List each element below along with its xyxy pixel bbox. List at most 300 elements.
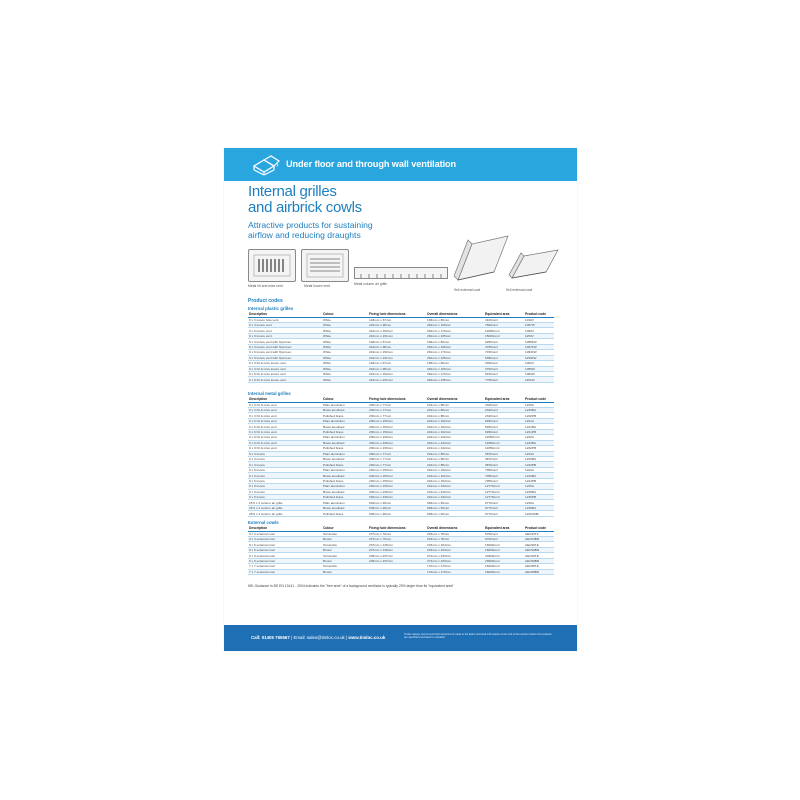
table-cell: Polished brass xyxy=(322,446,368,451)
table-cell: 9 x 6 hit & miss vent xyxy=(248,418,322,423)
table-cell: 23960mm² xyxy=(484,553,524,558)
table-cell: 9 x 9 louvre vent with flyscreen xyxy=(248,355,322,360)
table-cell: 9 x 3 louvre vent with flyscreen xyxy=(248,344,322,349)
table-cell: AEC99BR xyxy=(524,558,554,563)
product-label: Metal hit and miss vent xyxy=(248,284,283,288)
table-row xyxy=(248,511,554,516)
datasheet-page xyxy=(224,148,577,651)
table-cell: Brass anodised xyxy=(322,440,368,445)
table-cell: 7 x 7 external cowl xyxy=(248,564,322,569)
website: www.timloc.co.uk xyxy=(348,635,386,640)
table-cell: 1058FW xyxy=(524,339,554,344)
table-cell: 9 x 9 louvre vent xyxy=(248,333,322,338)
header-banner xyxy=(224,148,577,181)
table-cell: 230mm x 77mm xyxy=(368,413,426,418)
table-cell: 242mm x 162mm xyxy=(426,473,484,478)
table-cell: 7 x 7 external cowl xyxy=(248,569,322,574)
table-cell: 3870mm² xyxy=(484,456,524,461)
table-cell: 3870mm² xyxy=(484,451,524,456)
table-cell: 9 x 3 louvre xyxy=(248,462,322,467)
table-cell: Plain aluminium xyxy=(322,402,368,407)
table-cell: 1220BA xyxy=(524,408,554,413)
table-cell: 12770mm² xyxy=(484,489,524,494)
table-cell: 9 x 3 hit & miss louvre vent xyxy=(248,366,322,371)
table-cell: 9 x 9 hit & miss louvre vent xyxy=(248,377,322,382)
table-cell: 242mm x 242mm xyxy=(426,489,484,494)
table-cell: 230mm x 230mm xyxy=(368,489,426,494)
table-cell: 262mm x 106mm xyxy=(426,366,484,371)
table-cell xyxy=(368,569,426,574)
table-cell: 9 x 3 louvre vent xyxy=(248,323,322,328)
table-cell: 1220A xyxy=(524,402,554,407)
table-cell: 9 x 3 louvre hole vent xyxy=(248,317,322,322)
table-cell: 242mm x 98mm xyxy=(368,323,426,328)
table-cell: 9770mm² xyxy=(484,511,524,516)
table-cell: 262mm x 235mm xyxy=(426,333,484,338)
table-cell: AEC88TE xyxy=(524,564,554,569)
table-cell: 9 x 3 external cowl xyxy=(248,531,322,536)
table-cell: 636mm x 48mm xyxy=(368,505,426,510)
table-cell: Brown xyxy=(322,547,368,552)
table-cell: White xyxy=(322,361,368,366)
table-cell: AEC93TF xyxy=(524,531,554,536)
table-cell: 242mm x 242mm xyxy=(426,484,484,489)
table-cell: 12770mm² xyxy=(484,484,524,489)
table-cell: Plain aluminium xyxy=(322,500,368,505)
email-address: Email: sales@timloc.co.uk xyxy=(293,635,345,640)
table-cell: 9 x 6 louvre xyxy=(248,478,322,483)
column-header: Equivalent area xyxy=(484,312,524,317)
table-cell: White xyxy=(322,317,368,322)
table-cell: 9 x 3 hit & miss vent xyxy=(248,402,322,407)
table-cell: 636mm x 48mm xyxy=(368,511,426,516)
table-cell: 242mm x 242mm xyxy=(426,495,484,500)
table-cell: 6150mm² xyxy=(484,371,524,376)
table-cell: 25.5 x 3 column air grille xyxy=(248,505,322,510)
table-cell: 16000mm² xyxy=(484,547,524,552)
table-cell: 233mm x 164mm xyxy=(426,547,484,552)
table-cell: 11050mm² xyxy=(484,446,524,451)
table-cell: 262mm x 235mm xyxy=(426,355,484,360)
table-cell: 242mm x 231mm xyxy=(368,355,426,360)
table-cell: 3700mm² xyxy=(484,366,524,371)
table-cell: 242mm x 231mm xyxy=(368,333,426,338)
table-cell: 7956mm² xyxy=(484,473,524,478)
table-cell: 636mm x 48mm xyxy=(368,500,426,505)
table-cell: 9 x 6 hit & miss vent xyxy=(248,424,322,429)
table-cell: Polished brass xyxy=(322,478,368,483)
table-cell: 168mm x 80mm xyxy=(426,361,484,366)
column-header: Colour xyxy=(322,526,368,531)
table-cell: 237mm x 136mm xyxy=(368,542,426,547)
table-cell: 1220PB xyxy=(524,413,554,418)
table-cell: 230mm x 150mm xyxy=(368,418,426,423)
footer-bar xyxy=(224,625,577,651)
table-cell: 1161W xyxy=(524,377,554,382)
table-cell: AEC93BR xyxy=(524,537,554,542)
table-cell: Plain aluminium xyxy=(322,451,368,456)
table-cell: 237mm x 76mm xyxy=(368,531,426,536)
table-cell: 9 x 9 louvre xyxy=(248,484,322,489)
table-cell: 4100mm² xyxy=(484,317,524,322)
table-cell: 1153FW xyxy=(524,355,554,360)
table-cell: Plain aluminium xyxy=(322,418,368,423)
column-header: Description xyxy=(248,397,322,402)
table-cell: 242mm x 162mm xyxy=(426,429,484,434)
chevron-right-icon: › xyxy=(276,160,279,169)
table-cell: 1067FW xyxy=(524,344,554,349)
column-grille-image xyxy=(354,267,448,279)
table-cell: 230mm x 77mm xyxy=(368,451,426,456)
table-cell: 6450mm² xyxy=(484,429,524,434)
page-subtitle: Attractive products for sustaining xyxy=(248,220,373,230)
column-header: Description xyxy=(248,526,322,531)
product-label: 9x6 external cowl xyxy=(454,288,481,292)
product-label: Metal column air grille xyxy=(354,282,387,286)
table-cell: 242mm x 162mm xyxy=(426,467,484,472)
table-cell: 9 x 6 louvre vent xyxy=(248,328,322,333)
table-cell: 9 x 3 external cowl xyxy=(248,537,322,542)
table-cell: 7956mm² xyxy=(484,478,524,483)
table-cell: 1225BA xyxy=(524,489,554,494)
table-cell: White xyxy=(322,339,368,344)
metal-grilles-table xyxy=(248,397,554,517)
table-cell: White xyxy=(322,344,368,349)
column-header: Overall dimensions xyxy=(426,526,484,531)
plastic-grilles-title: Internal plastic grilles xyxy=(248,306,294,311)
table-cell: 242mm x 242mm xyxy=(426,440,484,445)
column-header: Equivalent area xyxy=(484,397,524,402)
table-cell: 9 x 6 hit & miss vent xyxy=(248,429,322,434)
table-cell: 9 x 9 hit & miss vent xyxy=(248,435,322,440)
page-subtitle-line2: airflow and reducing draughts xyxy=(248,230,361,240)
table-cell: 648mm x 60mm xyxy=(426,511,484,516)
table-cell: 1221BA xyxy=(524,424,554,429)
table-cell: Polished brass xyxy=(322,429,368,434)
column-header: Colour xyxy=(322,312,368,317)
table-cell: 230mm x 230mm xyxy=(368,446,426,451)
table-cell: 230mm x 230mm xyxy=(368,440,426,445)
table-cell: Brown xyxy=(322,569,368,574)
table-cell: 1226AMB xyxy=(524,511,554,516)
column-header: Product code xyxy=(524,397,554,402)
table-cell: 7750mm² xyxy=(484,377,524,382)
table-cell: 648mm x 60mm xyxy=(426,505,484,510)
table-cell: 1224PB xyxy=(524,478,554,483)
table-cell: 16000mm² xyxy=(484,564,524,569)
table-cell: 242mm x 88mm xyxy=(426,413,484,418)
plastic-grilles-table xyxy=(248,312,554,383)
table-cell: 1221A xyxy=(524,418,554,423)
table-cell: 262mm x 106mm xyxy=(426,323,484,328)
table-cell: 9 x 9 hit & miss vent xyxy=(248,446,322,451)
phone-number: Call: 01405 765567 xyxy=(251,635,290,640)
table-cell: 242mm x 88mm xyxy=(426,462,484,467)
table-cell: Brass anodised xyxy=(322,473,368,478)
table-cell: 1222A xyxy=(524,435,554,440)
table-cell: 242mm x 88mm xyxy=(426,451,484,456)
table-row xyxy=(248,569,554,574)
table-cell: 7956mm² xyxy=(484,467,524,472)
separator: | xyxy=(345,635,349,640)
table-cell: Polished brass xyxy=(322,462,368,467)
table-cell: 16000mm² xyxy=(484,542,524,547)
table-cell: 262mm x 170mm xyxy=(426,371,484,376)
footer-disclaimer: Timloc always recommend that reference is made to the latest technical information at the end of this section before the products are specified purchased or installed xyxy=(404,633,552,640)
table-cell: 242mm x 162mm xyxy=(426,424,484,429)
table-cell: 6700mm² xyxy=(484,537,524,542)
footer-contact xyxy=(251,635,385,640)
table-cell: 274mm x 233mm xyxy=(426,558,484,563)
table-cell: 242mm x 231mm xyxy=(368,377,426,382)
table-cell: Terracotta xyxy=(322,553,368,558)
table-cell: 1067W xyxy=(524,323,554,328)
table-cell: 1222BA xyxy=(524,440,554,445)
table-cell: 242mm x 162mm xyxy=(426,418,484,423)
table-cell: 9 x 3 hit & miss vent xyxy=(248,413,322,418)
table-cell: 3750mm² xyxy=(484,344,524,349)
table-cell: 242mm x 88mm xyxy=(426,402,484,407)
table-cell: 148mm x 67mm xyxy=(368,317,426,322)
table-cell: 12770mm² xyxy=(484,495,524,500)
hit-miss-vent-icon xyxy=(249,250,295,281)
table-cell: 1223PB xyxy=(524,462,554,467)
table-cell: Terracotta xyxy=(322,542,368,547)
table-cell: 242mm x 242mm xyxy=(426,446,484,451)
table-cell: 2450mm² xyxy=(484,361,524,366)
table-cell: 242mm x 152mm xyxy=(368,350,426,355)
table-cell: 648mm x 60mm xyxy=(426,500,484,505)
product-codes-title: Product codes xyxy=(248,298,283,304)
table-cell: 230mm x 77mm xyxy=(368,402,426,407)
table-cell: 1225PB xyxy=(524,495,554,500)
page-title-line2: and airbrick cowls xyxy=(248,199,362,216)
column-header: Description xyxy=(248,312,322,317)
table-cell: 236mm x 237mm xyxy=(368,558,426,563)
table-cell: 6450mm² xyxy=(484,418,524,423)
table-cell: 1223A xyxy=(524,451,554,456)
table-cell: 9 x 9 external cowl xyxy=(248,553,322,558)
column-header: Fixing hole dimensions xyxy=(368,397,426,402)
table-cell: 168mm x 80mm xyxy=(426,317,484,322)
table-cell: 9 x 3 louvre xyxy=(248,456,322,461)
louvre-vent-icon xyxy=(302,250,348,281)
table-cell: 148mm x 67mm xyxy=(368,339,426,344)
table-cell: 9770mm² xyxy=(484,500,524,505)
table-cell: 230mm x 230mm xyxy=(368,484,426,489)
table-cell: 230mm x 230mm xyxy=(368,435,426,440)
separator: | xyxy=(291,635,294,640)
table-cell: Brass anodised xyxy=(322,456,368,461)
table-cell: 2340mm² xyxy=(484,408,524,413)
table-cell: 1222PB xyxy=(524,446,554,451)
table-cell: 242mm x 152mm xyxy=(368,371,426,376)
table-cell: 9 x 9 external cowl xyxy=(248,558,322,563)
table-cell: Polished brass xyxy=(322,495,368,500)
table-cell: 25.5 x 3 column air grille xyxy=(248,511,322,516)
table-cell: 242mm x 98mm xyxy=(368,344,426,349)
table-cell: 237mm x 136mm xyxy=(368,547,426,552)
table-cell: 9 x 6 external cowl xyxy=(248,547,322,552)
table-cell: 230mm x 150mm xyxy=(368,429,426,434)
table-cell: 233mm x 78mm xyxy=(426,537,484,542)
table-cell: 23960mm² xyxy=(484,558,524,563)
table-cell: 242mm x 152mm xyxy=(368,328,426,333)
table-cell: 9 x 9 hit & miss vent xyxy=(248,440,322,445)
table-cell: 230mm x 150mm xyxy=(368,478,426,483)
table-cell: 242mm x 88mm xyxy=(426,456,484,461)
table-cell: 274mm x 233mm xyxy=(426,553,484,558)
table-cell: 9350mm² xyxy=(484,355,524,360)
table-cell: 9 x 9 louvre xyxy=(248,489,322,494)
table-cell: 1223BA xyxy=(524,456,554,461)
external-cowl-9x3-icon xyxy=(506,244,562,284)
table-cell: AEC96BR xyxy=(524,547,554,552)
table-cell: 1010V xyxy=(524,317,554,322)
table-cell: White xyxy=(322,377,368,382)
table-cell: 230mm x 150mm xyxy=(368,467,426,472)
page-title: Internal grilles xyxy=(248,183,337,200)
external-cowl-9x6-icon xyxy=(450,228,512,284)
table-cell: 148mm x 67mm xyxy=(368,361,426,366)
table-cell: 7150mm² xyxy=(484,350,524,355)
table-cell: 233mm x 164mm xyxy=(426,542,484,547)
product-label: 9x3 external cowl xyxy=(506,288,533,292)
table-cell: 1226A xyxy=(524,500,554,505)
table-cell: 25.5 x 3 column air grille xyxy=(248,500,322,505)
table-cell: Brown xyxy=(322,537,368,542)
external-cowls-table xyxy=(248,526,554,575)
table-cell: White xyxy=(322,350,368,355)
table-cell: 9 x 6 external cowl xyxy=(248,542,322,547)
table-cell: 1093FW xyxy=(524,350,554,355)
table-cell: 3870mm² xyxy=(484,462,524,467)
louvre-vent-image xyxy=(301,249,349,282)
hit-miss-vent-image xyxy=(248,249,296,282)
metal-grilles-title: Internal metal grilles xyxy=(248,391,291,396)
table-row xyxy=(248,377,554,382)
table-cell: 15000mm² xyxy=(484,333,524,338)
table-cell: 9 x 9 louvre xyxy=(248,495,322,500)
table-cell: 1221PB xyxy=(524,429,554,434)
table-cell: White xyxy=(322,328,368,333)
table-cell: 9 x 6 louvre xyxy=(248,473,322,478)
table-cell: 1226BA xyxy=(524,505,554,510)
table-cell: 230mm x 150mm xyxy=(368,424,426,429)
table-cell: 236mm x 237mm xyxy=(368,553,426,558)
table-cell: Polished brass xyxy=(322,511,368,516)
table-cell: 242mm x 242mm xyxy=(426,435,484,440)
column-header: Overall dimensions xyxy=(426,312,484,317)
column-header: Overall dimensions xyxy=(426,397,484,402)
table-cell: Brass anodised xyxy=(322,489,368,494)
table-cell: 262mm x 170mm xyxy=(426,328,484,333)
table-cell: 2250mm² xyxy=(484,339,524,344)
table-cell: 6450mm² xyxy=(484,424,524,429)
column-header: Colour xyxy=(322,397,368,402)
table-cell: 9 x 6 louvre vent with flyscreen xyxy=(248,350,322,355)
table-cell: Brass anodised xyxy=(322,408,368,413)
table-cell: Terracotta xyxy=(322,564,368,569)
table-cell: White xyxy=(322,355,368,360)
product-label: Metal louvre vent xyxy=(304,284,330,288)
table-cell: 6 x 3 hit & miss louvre vent xyxy=(248,361,322,366)
table-cell: 9770mm² xyxy=(484,505,524,510)
table-cell: Brass anodised xyxy=(322,424,368,429)
column-header: Product code xyxy=(524,526,554,531)
table-cell: 262mm x 235mm xyxy=(426,377,484,382)
table-cell: Brown xyxy=(322,558,368,563)
table-cell: 230mm x 77mm xyxy=(368,408,426,413)
table-cell: 230mm x 77mm xyxy=(368,456,426,461)
table-cell: AEC99TE xyxy=(524,553,554,558)
column-header: Fixing hole dimensions xyxy=(368,312,426,317)
table-cell: 230mm x 230mm xyxy=(368,495,426,500)
table-cell: 1225A xyxy=(524,484,554,489)
table-cell: 1083W xyxy=(524,371,554,376)
column-header: Product code xyxy=(524,312,554,317)
table-cell: Polished brass xyxy=(322,413,368,418)
table-cell: 230mm x 150mm xyxy=(368,473,426,478)
table-cell: 242mm x 98mm xyxy=(368,366,426,371)
column-header: Equivalent area xyxy=(484,526,524,531)
table-cell: 170mm x 170mm xyxy=(426,564,484,569)
table-cell: Brass anodised xyxy=(322,505,368,510)
table-cell: 1224A xyxy=(524,467,554,472)
table-cell: 1153V xyxy=(524,333,554,338)
table-cell: 9 x 3 louvre xyxy=(248,451,322,456)
table-cell: 1055W xyxy=(524,366,554,371)
table-cell: Plain aluminium xyxy=(322,435,368,440)
table-cell: 6700mm² xyxy=(484,531,524,536)
table-cell: 242mm x 88mm xyxy=(426,408,484,413)
table-cell: 9 x 6 louvre xyxy=(248,467,322,472)
table-cell: Plain aluminium xyxy=(322,484,368,489)
table-cell: 11800mm² xyxy=(484,328,524,333)
table-cell: Plain aluminium xyxy=(322,467,368,472)
table-cell: White xyxy=(322,323,368,328)
external-cowls-title: External cowls xyxy=(248,520,279,525)
banner-title: Under floor and through wall ventilation xyxy=(286,159,457,169)
table-cell: 1224BA xyxy=(524,473,554,478)
table-cell: 230mm x 77mm xyxy=(368,462,426,467)
table-cell: 1093V xyxy=(524,328,554,333)
table-cell: 242mm x 162mm xyxy=(426,478,484,483)
table-cell: White xyxy=(322,366,368,371)
table-cell: 170mm x 170mm xyxy=(426,569,484,574)
table-cell: 9 x 3 hit & miss vent xyxy=(248,408,322,413)
column-header: Fixing hole dimensions xyxy=(368,526,426,531)
table-cell: 2340mm² xyxy=(484,413,524,418)
table-cell: 237mm x 76mm xyxy=(368,537,426,542)
column-grille-icon xyxy=(355,271,447,281)
table-cell: 2340mm² xyxy=(484,402,524,407)
table-cell: 168mm x 80mm xyxy=(426,339,484,344)
table-cell: 1063V xyxy=(524,361,554,366)
table-cell: White xyxy=(322,333,368,338)
table-cell: 11050mm² xyxy=(484,435,524,440)
table-cell: 16000mm² xyxy=(484,569,524,574)
table-cell: 262mm x 106mm xyxy=(426,344,484,349)
table-cell: AEC96TE xyxy=(524,542,554,547)
table-cell: 9 x 3 louvre vent with flyscreen xyxy=(248,339,322,344)
table-cell: 7600mm² xyxy=(484,323,524,328)
table-cell: 11050mm² xyxy=(484,440,524,445)
table-cell: Terracotta xyxy=(322,531,368,536)
table-cell: 262mm x 170mm xyxy=(426,350,484,355)
table-cell: 9 x 6 hit & miss louvre vent xyxy=(248,371,322,376)
table-cell: AEC88BR xyxy=(524,569,554,574)
